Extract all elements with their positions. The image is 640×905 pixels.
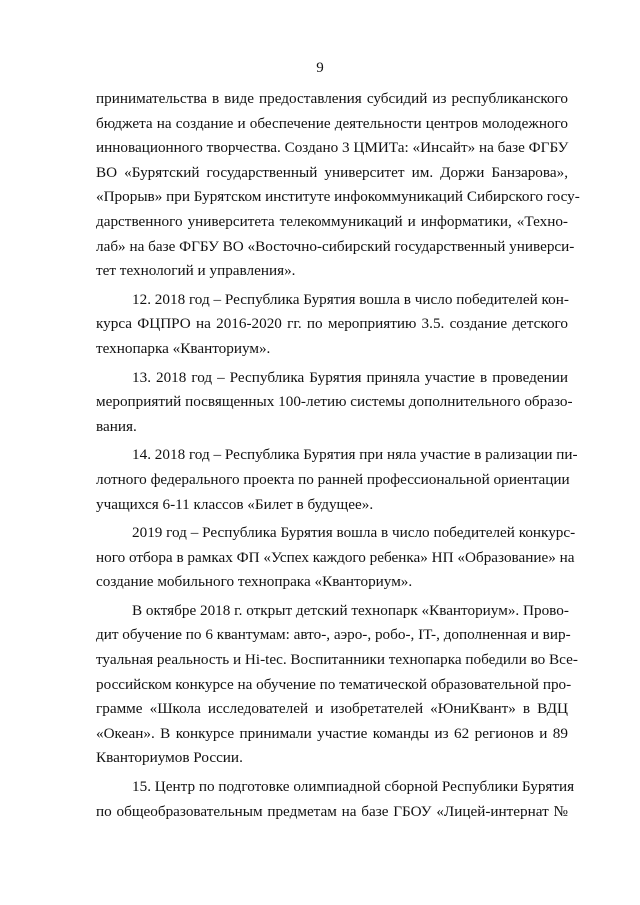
text-line: ВО «Бурятский государственный университет им. Доржи Банзарова», (96, 163, 568, 181)
text-line: дарственного университета телекоммуникаций и информатики, «Техно- (96, 212, 568, 230)
text-line: инновационного творчества. Создано 3 ЦМИТа: «Инсайт» на базе ФГБУ (96, 139, 569, 157)
text-line: мероприятий посвященных 100-летию системы дополнительного образо- (96, 393, 573, 411)
paragraph (96, 366, 573, 440)
text-line: технопарка «Кванториум». (96, 339, 271, 357)
text-line: лотного федерального проекта по ранней профессиональной ориентации (96, 470, 570, 488)
page-number: 9 (316, 60, 324, 76)
paragraph (96, 288, 568, 362)
text-line: туальная реальность и Hi-tec. Воспитанники технопарка победили во Все- (96, 651, 578, 669)
paragraph (96, 443, 578, 517)
text-line: 2019 год – Республика Бурятия вошла в число победителей конкурс- (132, 524, 576, 542)
text-line: В октябре 2018 г. открыт детский технопарк «Кванториум». Прово- (132, 601, 569, 619)
text-line: по общеобразовательным предметам на базе ГБОУ «Лицей-интернат № (96, 802, 568, 820)
text-line: Кванториумов России. (96, 749, 243, 767)
document-body (96, 87, 580, 824)
text-line: грамме «Школа исследователей и изобретателей «ЮниКвант» в ВДЦ (96, 700, 568, 718)
text-line: курса ФЦПРО на 2016-2020 гг. по мероприятию 3.5. создание детского (96, 315, 568, 333)
text-line: 12. 2018 год – Республика Бурятия вошла в число победителей кон- (132, 290, 569, 308)
text-line: дит обучение по 6 квантумам: авто-, аэро-, робо-, IT-, дополненная и вир- (96, 626, 571, 644)
text-line: «Прорыв» при Бурятском институте инфокоммуникаций Сибирского госу- (96, 188, 580, 206)
text-line: принимательства в виде предоставления субсидий из республиканского (96, 90, 568, 107)
paragraph (96, 87, 580, 284)
paragraph (96, 775, 575, 824)
text-line: 15. Центр по подготовке олимпиадной сборной Республики Бурятия (132, 778, 575, 796)
text-line: лаб» на базе ФГБУ ВО «Восточно-сибирский государственный универси- (96, 237, 575, 255)
text-line: 14. 2018 год – Республика Бурятия при няла участие в рализации пи- (132, 446, 578, 464)
text-line: ного отбора в рамках ФП «Успех каждого ребенка» НП «Образование» на (96, 548, 575, 566)
text-line: «Океан». В конкурсе принимали участие команды из 62 регионов и 89 (96, 724, 568, 742)
text-line: учащихся 6-11 классов «Билет в будущее». (96, 495, 374, 513)
paragraph (96, 599, 578, 771)
text-line: вания. (96, 417, 137, 435)
text-line: бюджета на создание и обеспечение деятельности центров молодежного (96, 114, 568, 132)
text-line: российском конкурсе на обучение по тематической образовательной про- (96, 675, 572, 693)
paragraph (96, 521, 576, 595)
text-line: создание мобильного технопрака «Кванториум». (96, 573, 413, 591)
text-line: 13. 2018 год – Республика Бурятия приняла участие в проведении (132, 368, 568, 386)
text-line: тет технологий и управления». (96, 262, 296, 280)
